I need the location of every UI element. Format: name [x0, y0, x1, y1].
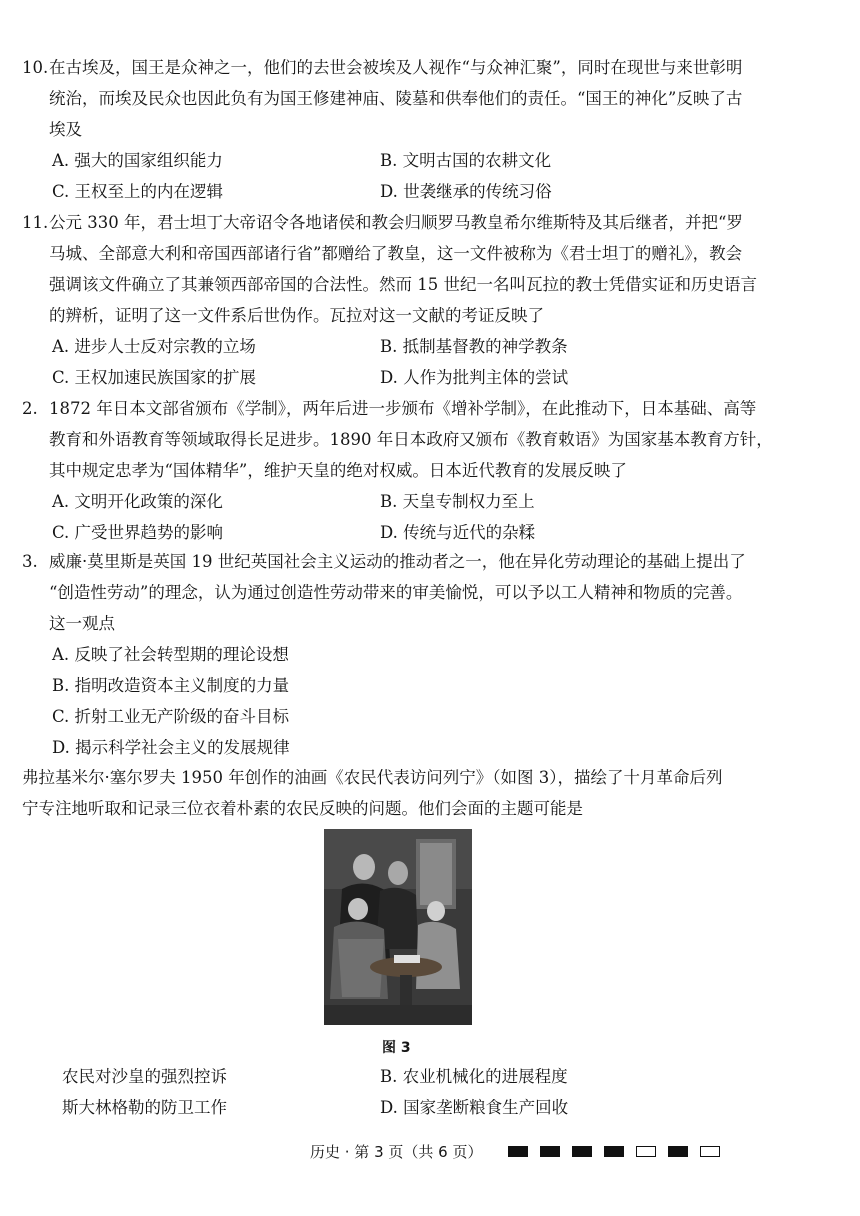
option-b[interactable]: B. 文明古国的农耕文化	[380, 151, 552, 170]
painting-image	[324, 829, 472, 1025]
option-a[interactable]: 农民对沙皇的强烈控诉	[62, 1067, 227, 1086]
question-text-line: 教育和外语教育等领域取得长足进步。1890 年日本政府又颁布《教育敕语》为国家基本教育方针，	[49, 430, 773, 449]
option-a[interactable]: A. 反映了社会转型期的理论设想	[52, 645, 289, 664]
option-row	[22, 1092, 782, 1123]
question-text-line: “创造性劳动”的理念，认为通过创造性劳动带来的审美愉悦，可以予以工人精神和物质的完善。	[49, 583, 743, 602]
option-c[interactable]: C. 广受世界趋势的影响	[52, 523, 224, 542]
question-number: 11.	[22, 213, 49, 232]
question-14	[22, 762, 782, 824]
question-number: 10.	[22, 58, 49, 77]
page-footer: 历史 · 第 3 页（共 6 页）	[310, 1143, 483, 1161]
option-row	[22, 331, 782, 362]
question-12	[22, 393, 782, 548]
question-text-line: 公元 330 年，君士坦丁大帝诏令各地诸侯和教会归顺罗马教皇希尔维斯特及其后继者，并把“罗	[49, 213, 743, 232]
question-text-line: 1872 年日本文部省颁布《学制》，两年后进一步颁布《增补学制》，在此推动下，日本基础、高等	[49, 399, 757, 418]
question-text-line: 其中规定忠孝为“国体精华”，维护天皇的绝对权威。日本近代教育的发展反映了	[49, 461, 627, 480]
question-number: 2.	[22, 399, 38, 418]
option-d[interactable]: D. 人作为批判主体的尝试	[380, 368, 569, 387]
option-row	[22, 1061, 782, 1092]
painting-figure	[324, 829, 472, 1025]
option-row	[22, 145, 782, 176]
hollow-mark	[636, 1146, 656, 1157]
filled-mark	[668, 1146, 688, 1157]
option-a[interactable]: A. 强大的国家组织能力	[52, 151, 223, 170]
filled-mark	[508, 1146, 528, 1157]
hollow-mark	[700, 1146, 720, 1157]
question-13	[22, 546, 782, 763]
filled-mark	[540, 1146, 560, 1157]
question-text-line: 马城、全部意大利和帝国西部诸行省”都赠给了教皇，这一文件被称为《君士坦丁的赠礼》，教会	[49, 244, 743, 263]
option-d[interactable]: D. 传统与近代的杂糅	[380, 523, 536, 542]
question-text-line: 强调该文件确立了其兼领西部帝国的合法性。然而 15 世纪一名叫瓦拉的教士凭借实证和历史语言	[49, 275, 757, 294]
option-d[interactable]: D. 世袭继承的传统习俗	[380, 182, 552, 201]
question-text-line: 威廉·莫里斯是英国 19 世纪英国社会主义运动的推动者之一，他在异化劳动理论的基础上提出了	[49, 552, 746, 571]
filled-mark	[572, 1146, 592, 1157]
question-10	[22, 52, 782, 207]
filled-mark	[604, 1146, 624, 1157]
figure-caption: 图 3	[382, 1040, 411, 1056]
option-a[interactable]: A. 文明开化政策的深化	[52, 492, 223, 511]
option-b[interactable]: B. 农业机械化的进展程度	[380, 1067, 568, 1086]
option-c[interactable]: 斯大林格勒的防卫工作	[62, 1098, 227, 1117]
question-11	[22, 207, 782, 393]
option-a[interactable]: A. 进步人士反对宗教的立场	[52, 337, 256, 356]
option-c[interactable]: C. 王权至上的内在逻辑	[52, 182, 224, 201]
option-b[interactable]: B. 指明改造资本主义制度的力量	[52, 676, 290, 695]
option-c[interactable]: C. 折射工业无产阶级的奋斗目标	[52, 707, 290, 726]
option-row	[22, 176, 782, 207]
question-text-line: 的辨析，证明了这一文件系后世伪作。瓦拉对这一文献的考证反映了	[49, 306, 544, 325]
question-text-line: 宁专注地听取和记录三位衣着朴素的农民反映的问题。他们会面的主题可能是	[22, 799, 583, 818]
option-row	[22, 517, 782, 548]
question-text-line: 在古埃及，国王是众神之一，他们的去世会被埃及人视作“与众神汇聚”，同时在现世与来世彰明	[49, 58, 743, 77]
question-text-line: 这一观点	[49, 614, 115, 633]
question-number: 3.	[22, 552, 38, 571]
question-text-line: 统治，而埃及民众也因此负有为国王修建神庙、陵墓和供奉他们的责任。“国王的神化”反映了古	[49, 89, 743, 108]
option-c[interactable]: C. 王权加速民族国家的扩展	[52, 368, 257, 387]
option-d[interactable]: D. 国家垄断粮食生产回收	[380, 1098, 569, 1117]
option-b[interactable]: B. 抵制基督教的神学教条	[380, 337, 568, 356]
option-row	[22, 362, 782, 393]
option-b[interactable]: B. 天皇专制权力至上	[380, 492, 535, 511]
page-marks	[508, 1146, 720, 1158]
question-14-options	[22, 1061, 782, 1123]
question-text-line: 埃及	[49, 120, 82, 139]
question-text-line: 弗拉基米尔·塞尔罗夫 1950 年创作的油画《农民代表访问列宁》（如图 3），描绘了十月革命后列	[22, 768, 723, 787]
option-row	[22, 486, 782, 517]
option-d[interactable]: D. 揭示科学社会主义的发展规律	[52, 738, 290, 757]
